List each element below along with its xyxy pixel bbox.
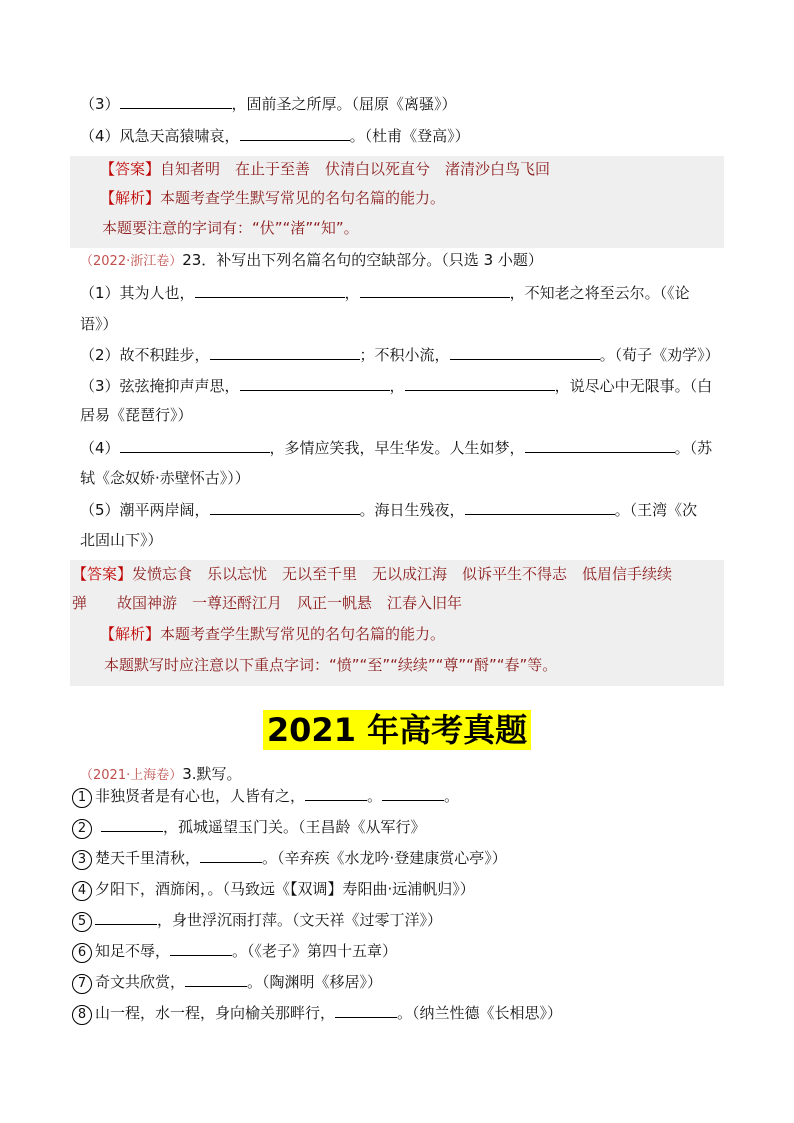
section-title: 2021 年高考真题 — [263, 710, 531, 750]
q-text: （5）潮平两岸阔， — [80, 501, 210, 519]
q-text: 。海日生残夜， — [359, 501, 465, 519]
analysis-note: 本题要注意的字词有：“伏”“渚”“知”。 — [102, 219, 359, 237]
answer-text-cont: 弹 故国神游 一尊还酹江月 风正一帆悬 江春入旧年 — [72, 594, 463, 612]
circled-number: 8 — [72, 1005, 92, 1025]
q-text: 。（陶渊明《移居》） — [247, 973, 383, 991]
zj-q3 — [80, 376, 712, 396]
q-text: 。（纳兰性德《长相思》） — [397, 1004, 563, 1022]
q-text-cont: 北固山下》） — [80, 531, 163, 549]
question-header: 3.默写。 — [182, 765, 242, 783]
source-label: （2022·浙江卷） — [80, 254, 183, 269]
answer-box-zhejiang — [70, 560, 724, 686]
analysis-label: 【解析】 — [100, 189, 161, 207]
q-text: ，身世浮沉雨打萍。（文天祥《过零丁洋》） — [157, 911, 443, 929]
zj-q5 — [80, 500, 697, 520]
circled-number: 3 — [72, 850, 92, 870]
answer-box-prev — [70, 156, 724, 248]
zj-q4 — [80, 438, 712, 458]
answer-blank[interactable] — [170, 941, 232, 956]
prev-q3 — [80, 94, 457, 114]
answer-blank[interactable] — [185, 972, 247, 987]
zj-q1 — [80, 283, 690, 303]
q-text: （3）弦弦掩抑声声思， — [80, 377, 240, 395]
answer-blank[interactable] — [120, 94, 232, 109]
answer-blank[interactable] — [210, 345, 360, 360]
q-text: ，多情应笑我，早生华发。人生如梦， — [269, 439, 525, 457]
q-text: 夕阳下，酒旆闲，。（马致远《【双调】寿阳曲·远浦帆归》） — [95, 880, 475, 898]
q-text: 知足不辱， — [95, 942, 171, 960]
q-text-cont: 语》） — [80, 315, 118, 333]
answer-blank[interactable] — [120, 438, 270, 453]
circled-number: 2 — [72, 819, 92, 839]
q-text: （2）故不积跬步， — [80, 346, 210, 364]
circled-number: 5 — [72, 912, 92, 932]
zj-q2 — [80, 345, 720, 365]
q-text: （4） — [80, 439, 120, 457]
q-num: （4） — [80, 127, 120, 145]
analysis-text: 本题考查学生默写常见的名句名篇的能力。 — [160, 625, 446, 643]
circled-number: 4 — [72, 881, 92, 901]
sh-item-1 — [72, 786, 459, 808]
sh-item-3 — [72, 848, 507, 870]
q-text-cont: 居易《琵琶行》） — [80, 406, 193, 424]
answer-blank[interactable] — [240, 126, 350, 141]
q-text: ；不积小流， — [359, 346, 450, 364]
q-text: ，说尽心中无限事。（白 — [554, 377, 713, 395]
circled-number: 7 — [72, 974, 92, 994]
shanghai-header — [80, 764, 242, 786]
answer-label: 【答案】 — [100, 160, 161, 178]
answer-blank[interactable] — [405, 376, 555, 391]
analysis-text: 本题考查学生默写常见的名句名篇的能力。 — [160, 189, 446, 207]
zhejiang-header — [80, 250, 543, 272]
circled-number: 6 — [72, 943, 92, 963]
q-text: 。（辛弃疾《水龙吟·登建康赏心亭》） — [262, 849, 507, 867]
sh-item-8 — [72, 1003, 562, 1025]
sh-item-2 — [72, 817, 426, 839]
sh-item-4 — [72, 879, 475, 901]
q-text: 。（苏 — [674, 439, 713, 457]
source-label: （2021·上海卷） — [80, 768, 183, 783]
sh-item-6 — [72, 941, 397, 963]
answer-blank[interactable] — [335, 1003, 397, 1018]
q-text: 风急天高猿啸哀， — [119, 127, 240, 145]
answer-blank[interactable] — [360, 283, 510, 298]
answer-blank[interactable] — [210, 500, 360, 515]
answer-blank[interactable] — [195, 283, 345, 298]
answer-blank[interactable] — [525, 438, 675, 453]
q-text: ， — [344, 284, 360, 302]
answer-text: 发愤忘食 乐以忘忧 无以至千里 无以成江海 似诉平生不得志 低眉信手续续 — [132, 565, 673, 583]
answer-blank[interactable] — [101, 817, 163, 832]
analysis-label: 【解析】 — [100, 625, 161, 643]
q-text: ，孤城遥望玉门关。（王昌龄《从军行》 — [163, 818, 426, 836]
sh-item-7 — [72, 972, 382, 994]
q-num: （3） — [80, 95, 120, 113]
answer-text: 自知者明 在止于至善 伏清白以死直兮 渚清沙白鸟飞回 — [160, 160, 551, 178]
q-text: 非独贤者是有心也，人皆有之， — [95, 787, 306, 805]
answer-label: 【答案】 — [72, 565, 133, 583]
q-text: （1）其为人也， — [80, 284, 195, 302]
q-text: ， — [389, 377, 405, 395]
answer-blank[interactable] — [200, 848, 262, 863]
q-text: 。（杜甫《登高》） — [349, 127, 470, 145]
q-text: 山一程，水一程，身向榆关那畔行， — [95, 1004, 336, 1022]
q-text: 。（《老子》第四十五章） — [232, 942, 398, 960]
q-text: 楚天千里清秋， — [95, 849, 201, 867]
answer-blank[interactable] — [465, 500, 615, 515]
answer-blank[interactable] — [305, 786, 367, 801]
section-title-wrap — [0, 710, 794, 750]
question-header: 23．补写出下列名篇名句的空缺部分。（只选 3 小题） — [182, 251, 543, 269]
q-text: 。（王湾《次 — [614, 501, 698, 519]
answer-blank[interactable] — [450, 345, 600, 360]
sh-item-5 — [72, 910, 442, 932]
answer-blank[interactable] — [382, 786, 444, 801]
answer-blank[interactable] — [95, 910, 157, 925]
circled-number: 1 — [72, 788, 92, 808]
q-text: 。 — [444, 787, 460, 805]
prev-q4 — [80, 126, 470, 146]
q-text-cont: 轼《念奴娇·赤壁怀古》）） — [80, 469, 250, 487]
q-text: 。（荀子《劝学》） — [599, 346, 720, 364]
q-text: ，不知老之将至云尔。（《论 — [509, 284, 690, 302]
analysis-note: 本题默写时应注意以下重点字词：“愤”“至”“续续”“尊”“酹”“春”等。 — [104, 656, 558, 674]
q-text: ，固前圣之所厚。（屈原《离骚》） — [231, 95, 457, 113]
q-text: 奇文共欣赏， — [95, 973, 186, 991]
q-text: 。 — [367, 787, 383, 805]
answer-blank[interactable] — [240, 376, 390, 391]
